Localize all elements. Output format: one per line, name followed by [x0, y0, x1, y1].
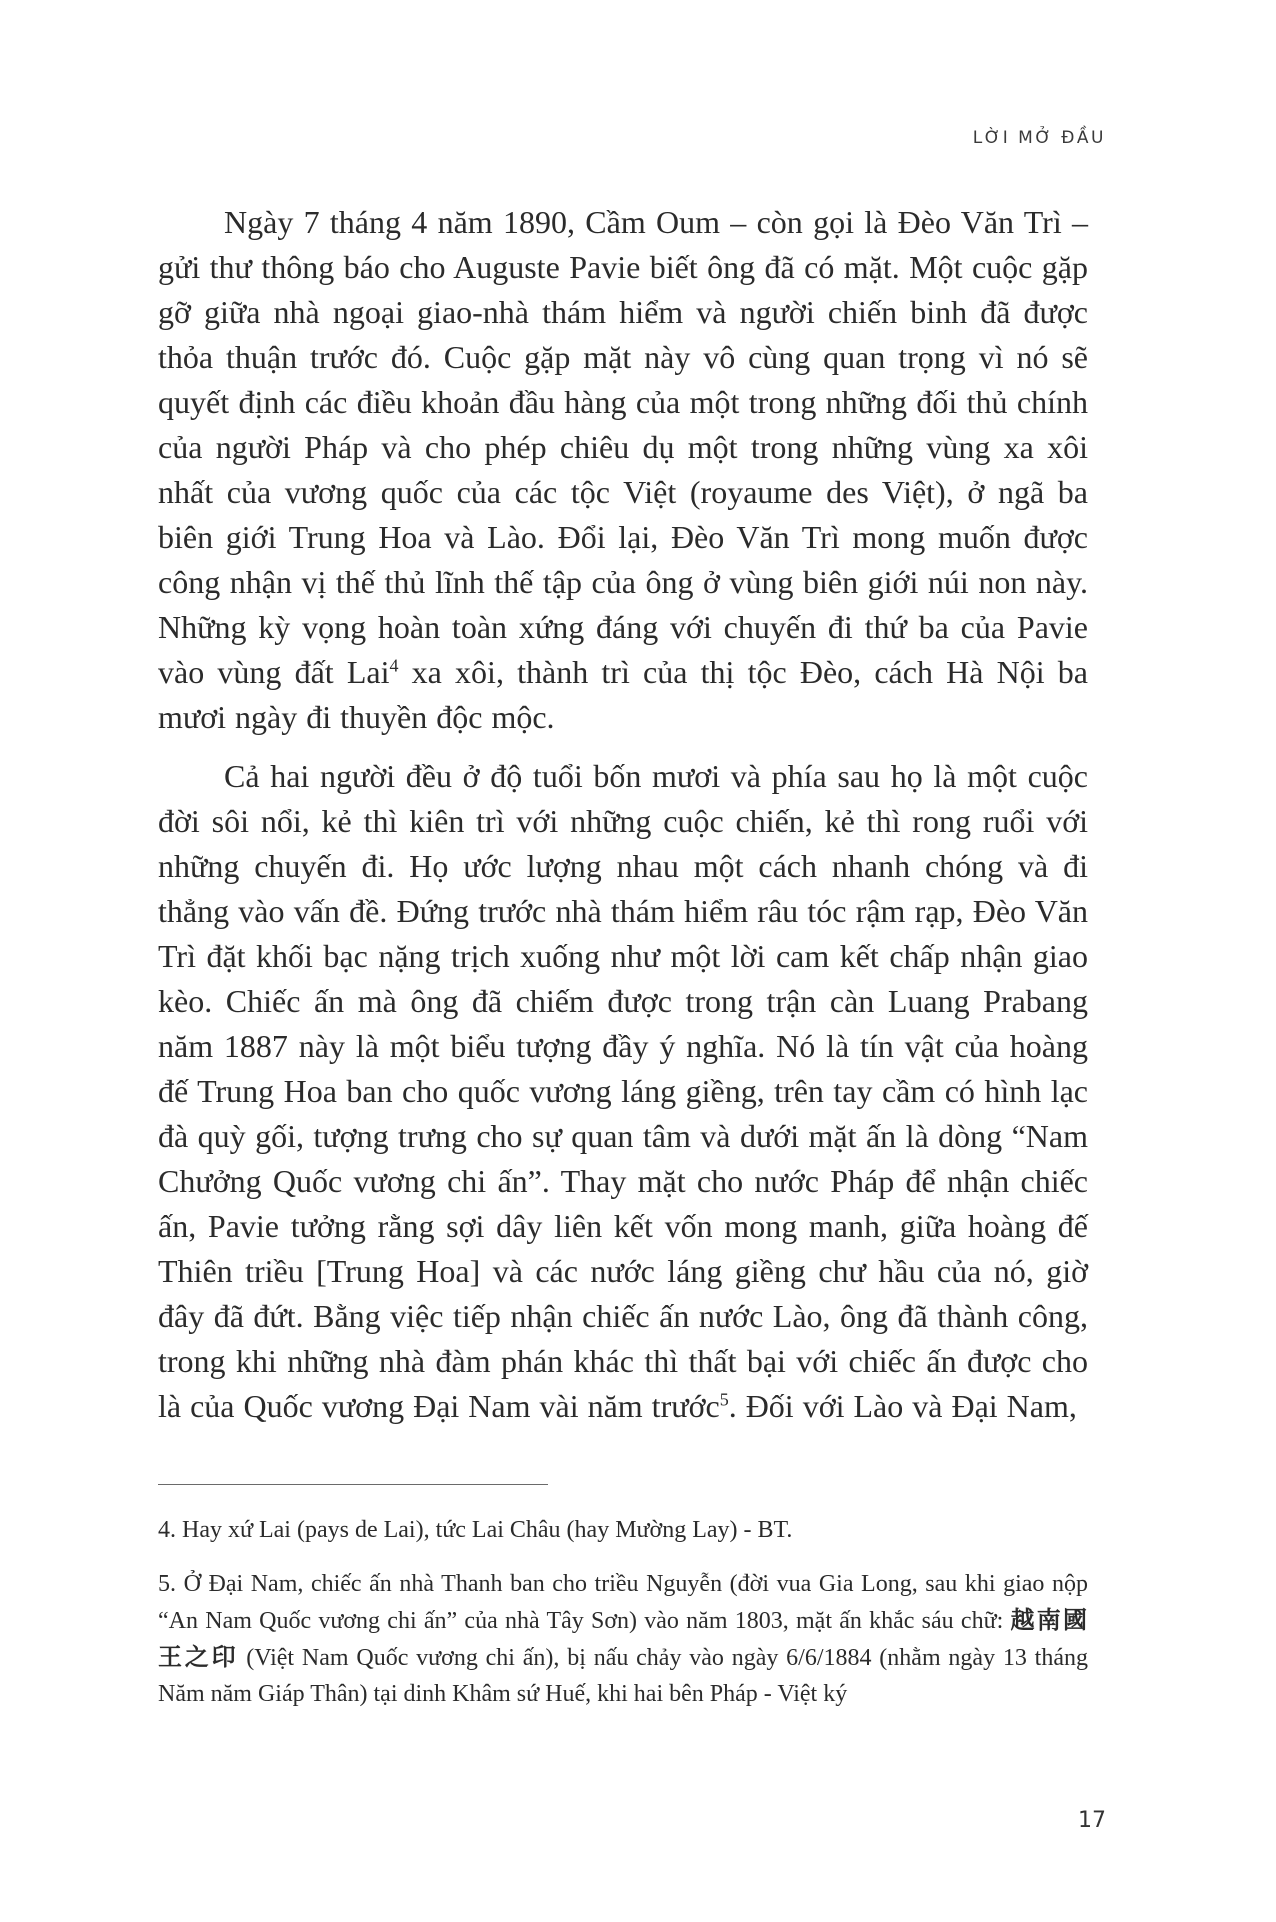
paragraph-2-text: Cả hai người đều ở độ tuổi bốn mươi và phía sau họ là một cuộc đời sôi nổi, kẻ thì kiên trì với những cuộc chiến, kẻ thì rong ruổi với những chuyến đi. Họ ước lượng nhau một cách nhanh chóng và đi thẳng vào vấn đề. Đứng trước nhà thám hiểm râu tóc rậm rạp, Đèo Văn Trì đặt khối bạc nặng trịch xuống như một lời cam kết chấp nhận giao kèo. Chiếc ấn mà ông đã chiếm được trong trận càn Luang Prabang năm 1887 này là một biểu tượng đầy ý nghĩa. Nó là tín vật của hoàng đế Trung Hoa ban cho quốc vương láng giềng, trên tay cầm có hình lạc đà quỳ gối, tượng trưng cho sự quan tâm và dưới mặt ấn là dòng “Nam Chưởng Quốc vương chi ấn”. Thay mặt cho nước Pháp để nhận chiếc ấn, Pavie tưởng rằng sợi dây liên kết vốn mong manh, giữa hoàng đế Thiên triều [Trung Hoa] và các nước láng giềng chư hầu của nó, giờ đây đã đứt. Bằng việc tiếp nhận chiếc ấn nước Lào, ông đã thành công, trong khi những nhà đàm phán khác thì thất bại với chiếc ấn được cho là của Quốc vương Đại Nam vài năm trước: [158, 758, 1088, 1424]
footnote-5: [158, 1566, 1088, 1712]
paragraph-2-text-cont: . Đối với Lào và Đại Nam,: [728, 1388, 1077, 1424]
seal-inscription-chinese: 越南國王之印: [158, 1606, 1088, 1671]
footnote-5-text: 5. Ở Đại Nam, chiếc ấn nhà Thanh ban cho triều Nguyễn (đời vua Gia Long, sau khi giao nộp “An Nam Quốc vương chi ấn” của nhà Tây Sơn) vào năm 1803, mặt ấn khắc sáu chữ:: [158, 1571, 1088, 1634]
footnotes: [158, 1512, 1088, 1730]
running-header: LỜI MỞ ĐẦU: [972, 128, 1106, 148]
paragraph-1: [158, 200, 1088, 740]
footnote-divider: [158, 1484, 548, 1485]
body-text: [158, 200, 1088, 1443]
paragraph-1-text: Ngày 7 tháng 4 năm 1890, Cầm Oum – còn gọi là Đèo Văn Trì – gửi thư thông báo cho Auguste Pavie biết ông đã có mặt. Một cuộc gặp gỡ giữa nhà ngoại giao-nhà thám hiểm và người chiến binh đã được thỏa thuận trước đó. Cuộc gặp mặt này vô cùng quan trọng vì nó sẽ quyết định các điều khoản đầu hàng của một trong những đối thủ chính của người Pháp và cho phép chiêu dụ một trong những vùng xa xôi nhất của vương quốc của các tộc Việt (royaume des Việt), ở ngã ba biên giới Trung Hoa và Lào. Đổi lại, Đèo Văn Trì mong muốn được công nhận vị thế thủ lĩnh thế tập của ông ở vùng biên giới núi non này. Những kỳ vọng hoàn toàn xứng đáng với chuyến đi thứ ba của Pavie vào vùng đất Lai: [158, 204, 1088, 690]
footnote-ref-5[interactable]: 5: [719, 1389, 729, 1410]
footnote-ref-4[interactable]: 4: [389, 655, 399, 676]
paragraph-1-text-cont: xa xôi, thành trì của thị tộc Đèo, cách Hà Nội ba mươi ngày đi thuyền độc mộc.: [158, 654, 1089, 735]
footnote-5-text-cont: (Việt Nam Quốc vương chi ấn), bị nấu chảy vào ngày 6/6/1884 (nhằm ngày 13 tháng Năm năm Giáp Thân) tại dinh Khâm sứ Huế, khi hai bên Pháp - Việt ký: [158, 1645, 1088, 1707]
footnote-4: 4. Hay xứ Lai (pays de Lai), tức Lai Châu (hay Mường Lay) - BT.: [158, 1517, 793, 1543]
paragraph-2: [158, 754, 1088, 1429]
page-number: 17: [1078, 1808, 1106, 1833]
